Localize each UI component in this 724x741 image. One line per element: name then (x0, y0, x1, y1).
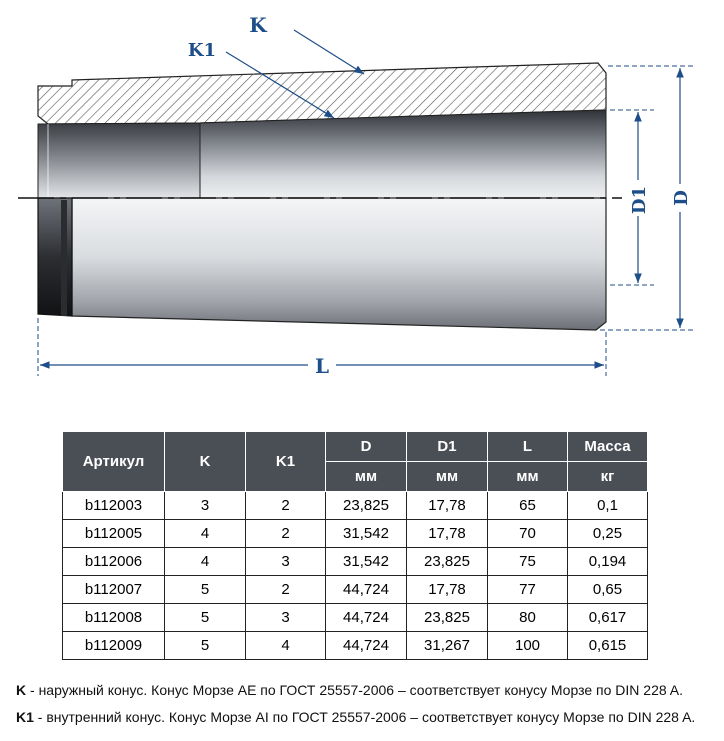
header-mass-unit: кг (568, 462, 648, 492)
cell-d1: 17,78 (407, 520, 488, 548)
cell-l: 100 (488, 632, 568, 660)
header-l: L (488, 432, 568, 462)
header-l-unit: мм (488, 462, 568, 492)
header-d-unit: мм (326, 462, 407, 492)
header-d: D (326, 432, 407, 462)
cell-l: 75 (488, 548, 568, 576)
cell-article: b112005 (63, 520, 165, 548)
cell-d1: 23,825 (407, 548, 488, 576)
cell-mass: 0,1 (568, 492, 648, 520)
outer-body (72, 198, 606, 330)
cell-k: 4 (165, 548, 246, 576)
cell-d1: 31,267 (407, 632, 488, 660)
cell-mass: 0,194 (568, 548, 648, 576)
cell-k: 5 (165, 604, 246, 632)
cell-l: 65 (488, 492, 568, 520)
table-row (63, 632, 648, 660)
note-k1-text: - внутренний конус. Конус Морзе AI по ГОСТ 25557-2006 – соответствует конусу Морзе по DIN 228 A. (33, 709, 696, 725)
cell-d: 44,724 (326, 604, 407, 632)
cell-k1: 4 (246, 632, 326, 660)
k1-label: K1 (187, 40, 217, 61)
table-row (63, 548, 648, 576)
cell-l: 77 (488, 576, 568, 604)
cell-k1: 3 (246, 548, 326, 576)
cell-article: b112009 (63, 632, 165, 660)
cell-d: 44,724 (326, 632, 407, 660)
header-d1-unit: мм (407, 462, 488, 492)
d-label: D (671, 190, 692, 206)
header-article: Артикул (63, 432, 165, 492)
note-k-label: K (16, 682, 27, 698)
note-k (16, 682, 683, 698)
cell-d1: 17,78 (407, 492, 488, 520)
cell-article: b112008 (63, 604, 165, 632)
cell-d: 31,542 (326, 520, 407, 548)
l-label: L (314, 354, 330, 378)
cell-l: 70 (488, 520, 568, 548)
k-label: K (249, 13, 267, 37)
cell-k1: 2 (246, 576, 326, 604)
table-row (63, 492, 648, 520)
cell-mass: 0,615 (568, 632, 648, 660)
cell-mass: 0,25 (568, 520, 648, 548)
header-k1: K1 (246, 432, 326, 492)
cell-d: 44,724 (326, 576, 407, 604)
note-k1 (16, 709, 695, 725)
header-mass: Масса (568, 432, 648, 462)
cell-article: b112006 (63, 548, 165, 576)
table-row (63, 604, 648, 632)
cell-d: 31,542 (326, 548, 407, 576)
k-leader (294, 30, 364, 74)
cell-d1: 17,78 (407, 576, 488, 604)
d1-label: D1 (629, 185, 650, 215)
cell-article: b112007 (63, 576, 165, 604)
cell-l: 80 (488, 604, 568, 632)
note-k1-label: K1 (16, 709, 34, 725)
header-k: K (165, 432, 246, 492)
table-row (63, 520, 648, 548)
header-d1: D1 (407, 432, 488, 462)
inner-bore (38, 123, 200, 198)
note-k-text: - наружный конус. Конус Морзе AE по ГОСТ 25557-2006 – соответствует конусу Морзе по DIN 228 A. (26, 682, 683, 698)
cell-article: b112003 (63, 492, 165, 520)
cell-d1: 23,825 (407, 604, 488, 632)
cell-k: 3 (165, 492, 246, 520)
table-row (63, 576, 648, 604)
cell-k1: 2 (246, 492, 326, 520)
cell-k: 4 (165, 520, 246, 548)
cell-k1: 2 (246, 520, 326, 548)
cell-mass: 0,617 (568, 604, 648, 632)
cell-mass: 0,65 (568, 576, 648, 604)
cell-k1: 3 (246, 604, 326, 632)
inner-taper-bore (200, 110, 606, 198)
spec-table (62, 431, 648, 660)
cell-k: 5 (165, 632, 246, 660)
cell-k: 5 (165, 576, 246, 604)
cell-d: 23,825 (326, 492, 407, 520)
